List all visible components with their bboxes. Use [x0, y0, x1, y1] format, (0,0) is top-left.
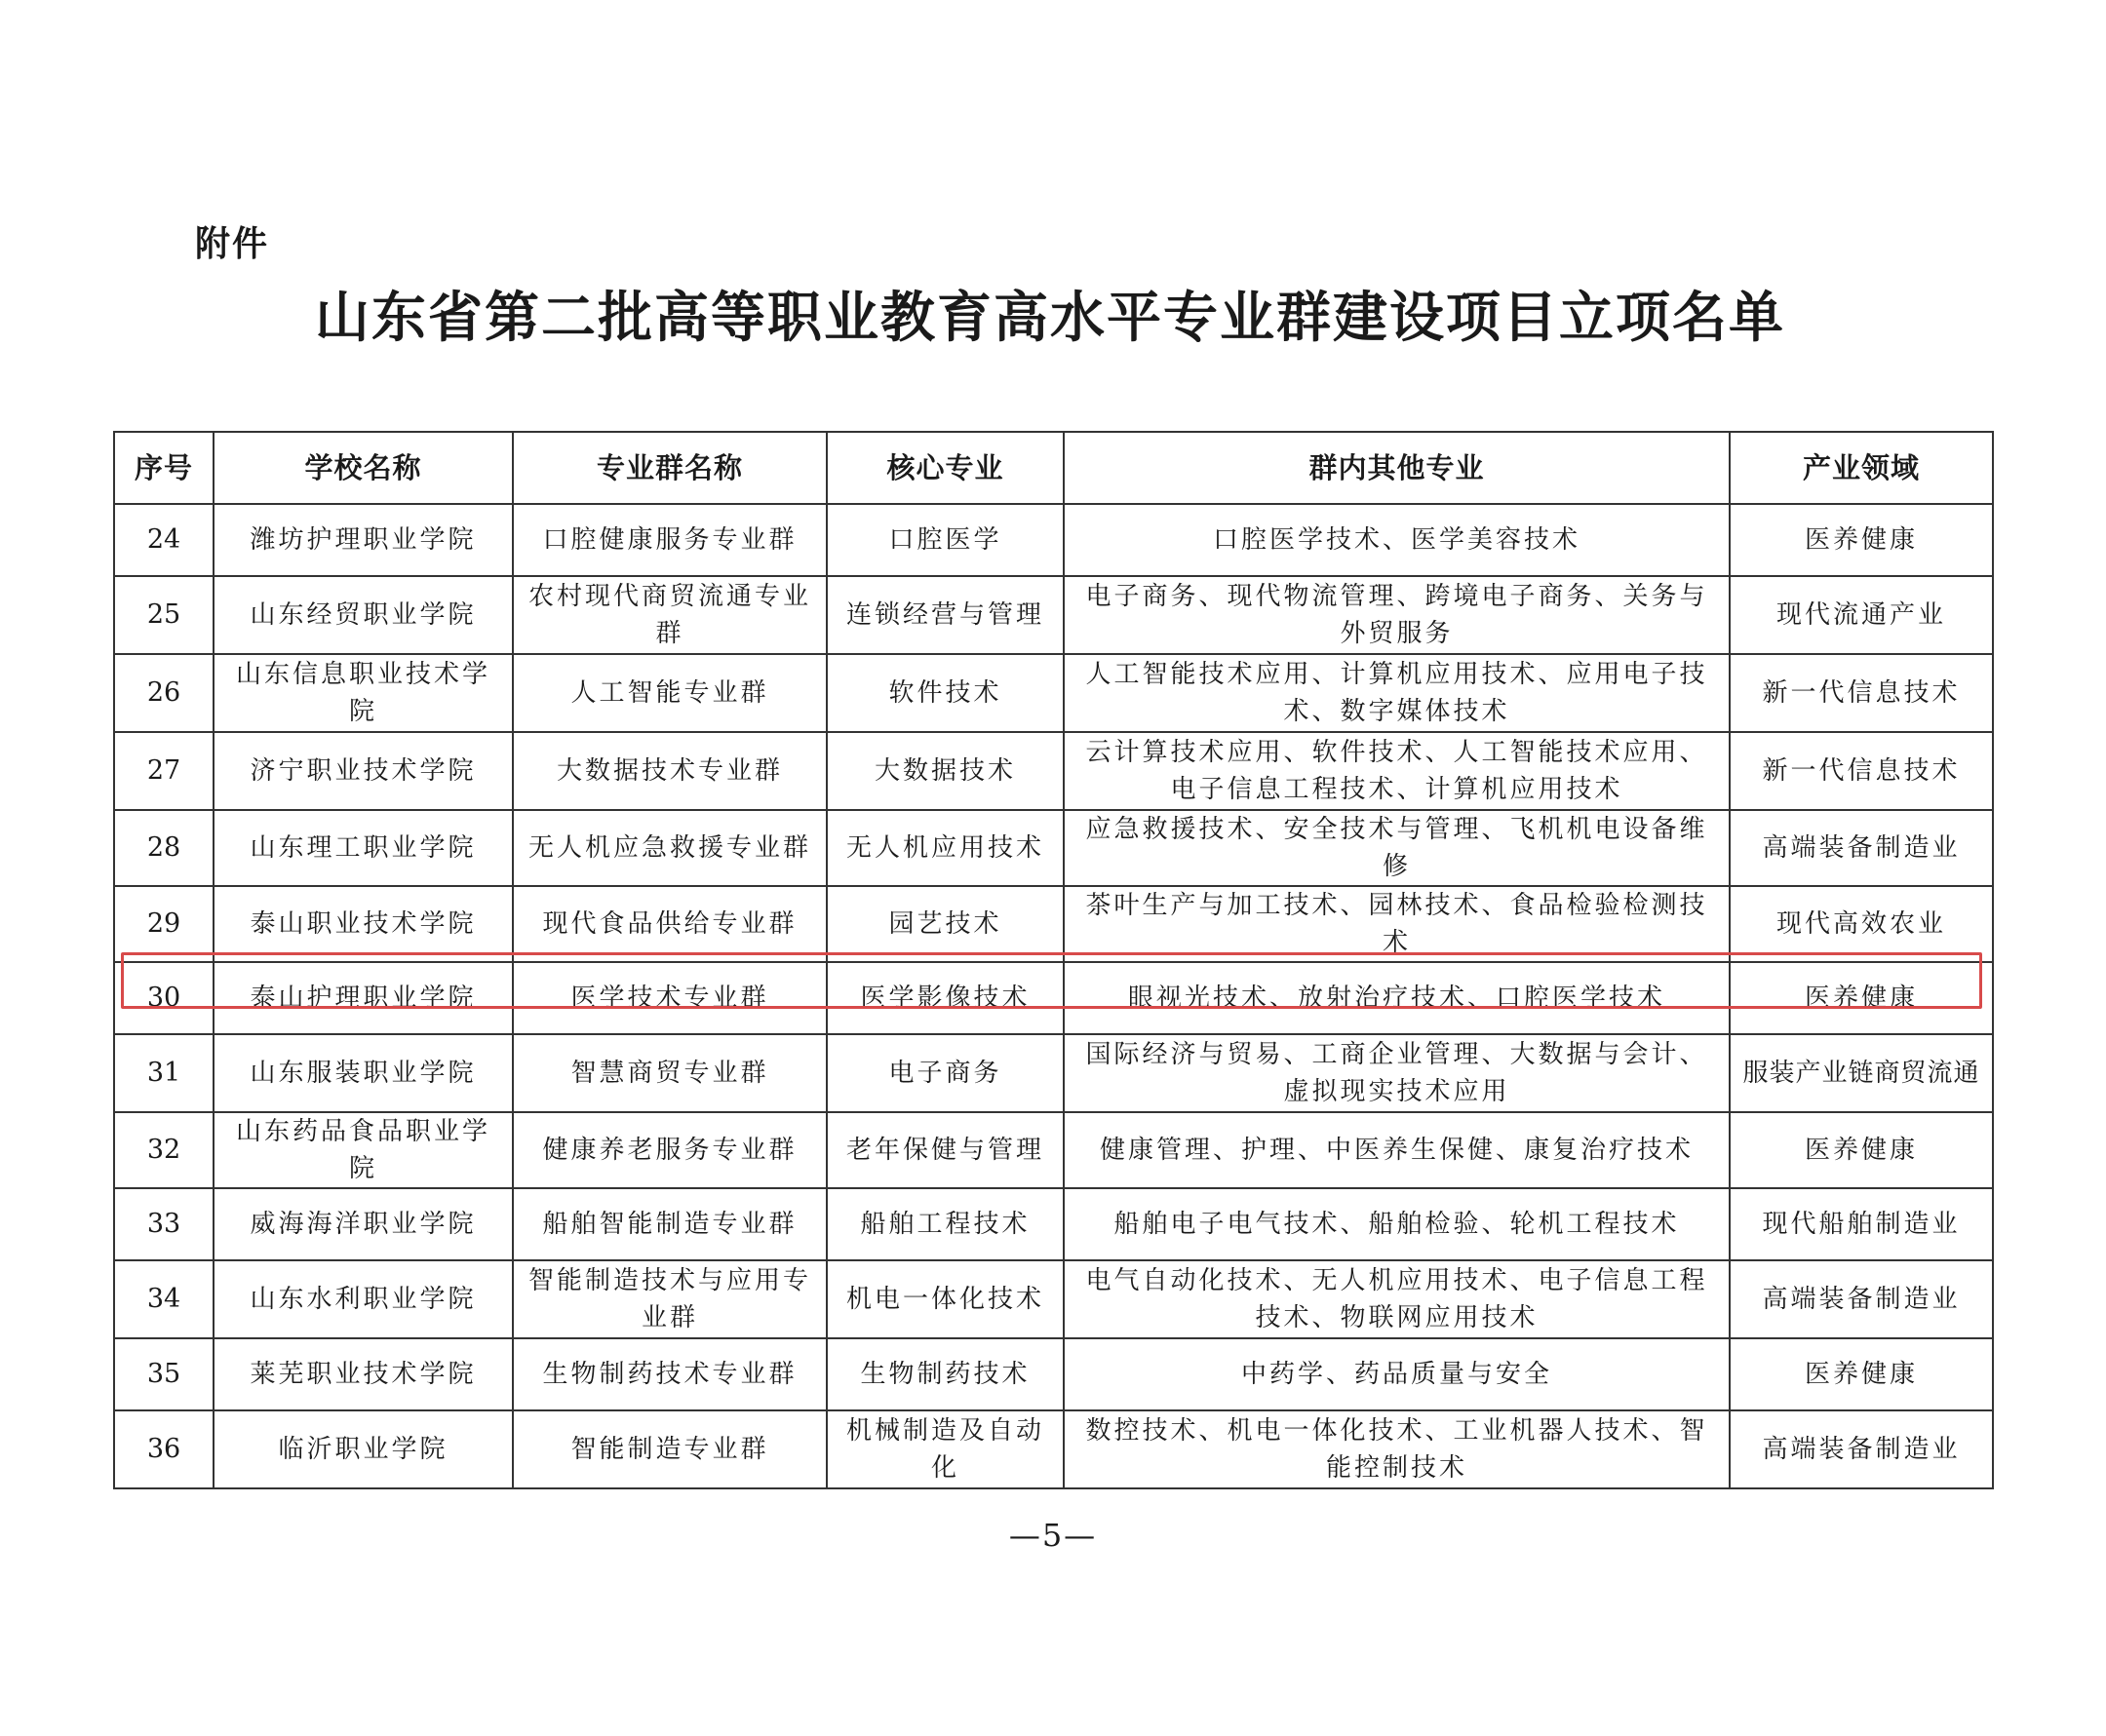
table-row-highlighted — [114, 962, 1993, 1034]
cell-group: 智能制造技术与应用专业群 — [513, 1260, 827, 1338]
cell-others: 电子商务、现代物流管理、跨境电子商务、关务与外贸服务 — [1064, 576, 1730, 654]
cell-group: 船舶智能制造专业群 — [513, 1188, 827, 1260]
table-row — [114, 504, 1993, 576]
column-header-core: 核心专业 — [827, 432, 1064, 504]
table-row — [114, 1338, 1993, 1410]
cell-no: 34 — [114, 1260, 214, 1338]
cell-school: 山东理工职业学院 — [214, 810, 513, 886]
cell-others: 电气自动化技术、无人机应用技术、电子信息工程技术、物联网应用技术 — [1064, 1260, 1730, 1338]
cell-others: 应急救援技术、安全技术与管理、飞机机电设备维修 — [1064, 810, 1730, 886]
cell-core: 软件技术 — [827, 654, 1064, 732]
cell-no: 25 — [114, 576, 214, 654]
cell-others: 健康管理、护理、中医养生保健、康复治疗技术 — [1064, 1112, 1730, 1188]
cell-no: 26 — [114, 654, 214, 732]
table-row — [114, 1188, 1993, 1260]
cell-field: 新一代信息技术 — [1730, 732, 1993, 810]
cell-core: 机械制造及自动化 — [827, 1410, 1064, 1488]
cell-core: 无人机应用技术 — [827, 810, 1064, 886]
cell-core: 大数据技术 — [827, 732, 1064, 810]
cell-school: 潍坊护理职业学院 — [214, 504, 513, 576]
cell-school: 山东药品食品职业学院 — [214, 1112, 513, 1188]
cell-group: 无人机应急救援专业群 — [513, 810, 827, 886]
cell-core: 船舶工程技术 — [827, 1188, 1064, 1260]
table-row — [114, 886, 1993, 962]
cell-others: 云计算技术应用、软件技术、人工智能技术应用、电子信息工程技术、计算机应用技术 — [1064, 732, 1730, 810]
cell-core: 机电一体化技术 — [827, 1260, 1064, 1338]
cell-group: 大数据技术专业群 — [513, 732, 827, 810]
cell-no: 35 — [114, 1338, 214, 1410]
cell-no: 33 — [114, 1188, 214, 1260]
cell-group: 农村现代商贸流通专业群 — [513, 576, 827, 654]
table-row — [114, 810, 1993, 886]
table-row — [114, 654, 1993, 732]
cell-no: 30 — [114, 962, 214, 1034]
cell-field: 医养健康 — [1730, 1338, 1993, 1410]
cell-others: 眼视光技术、放射治疗技术、口腔医学技术 — [1064, 962, 1730, 1034]
table-row — [114, 732, 1993, 810]
column-header-no: 序号 — [114, 432, 214, 504]
column-header-school: 学校名称 — [214, 432, 513, 504]
cell-school: 泰山职业技术学院 — [214, 886, 513, 962]
cell-school: 山东服装职业学院 — [214, 1034, 513, 1112]
cell-no: 27 — [114, 732, 214, 810]
column-header-field: 产业领域 — [1730, 432, 1993, 504]
cell-others: 船舶电子电气技术、船舶检验、轮机工程技术 — [1064, 1188, 1730, 1260]
cell-school: 济宁职业技术学院 — [214, 732, 513, 810]
cell-core: 生物制药技术 — [827, 1338, 1064, 1410]
cell-school: 临沂职业学院 — [214, 1410, 513, 1488]
cell-others: 国际经济与贸易、工商企业管理、大数据与会计、虚拟现实技术应用 — [1064, 1034, 1730, 1112]
project-list-table — [113, 431, 1994, 1489]
cell-core: 口腔医学 — [827, 504, 1064, 576]
cell-field: 高端装备制造业 — [1730, 1260, 1993, 1338]
cell-school: 莱芜职业技术学院 — [214, 1338, 513, 1410]
cell-group: 人工智能专业群 — [513, 654, 827, 732]
column-header-others: 群内其他专业 — [1064, 432, 1730, 504]
cell-no: 36 — [114, 1410, 214, 1488]
cell-school: 山东水利职业学院 — [214, 1260, 513, 1338]
cell-field: 医养健康 — [1730, 504, 1993, 576]
cell-no: 32 — [114, 1112, 214, 1188]
cell-field: 新一代信息技术 — [1730, 654, 1993, 732]
table-header-row — [114, 432, 1993, 504]
cell-no: 28 — [114, 810, 214, 886]
cell-group: 口腔健康服务专业群 — [513, 504, 827, 576]
cell-core: 医学影像技术 — [827, 962, 1064, 1034]
cell-group: 智慧商贸专业群 — [513, 1034, 827, 1112]
table-row — [114, 576, 1993, 654]
cell-school: 威海海洋职业学院 — [214, 1188, 513, 1260]
table-row — [114, 1410, 1993, 1488]
cell-field: 高端装备制造业 — [1730, 810, 1993, 886]
cell-field: 现代流通产业 — [1730, 576, 1993, 654]
cell-school: 山东信息职业技术学院 — [214, 654, 513, 732]
cell-field: 现代高效农业 — [1730, 886, 1993, 962]
cell-group: 智能制造专业群 — [513, 1410, 827, 1488]
cell-field: 高端装备制造业 — [1730, 1410, 1993, 1488]
table-row — [114, 1034, 1993, 1112]
cell-others: 人工智能技术应用、计算机应用技术、应用电子技术、数字媒体技术 — [1064, 654, 1730, 732]
cell-group: 生物制药技术专业群 — [513, 1338, 827, 1410]
column-header-group: 专业群名称 — [513, 432, 827, 504]
cell-field: 医养健康 — [1730, 962, 1993, 1034]
table-row — [114, 1260, 1993, 1338]
cell-field: 服装产业链商贸流通 — [1730, 1034, 1993, 1112]
cell-no: 24 — [114, 504, 214, 576]
document-title — [0, 275, 2106, 353]
cell-group: 医学技术专业群 — [513, 962, 827, 1034]
cell-core: 老年保健与管理 — [827, 1112, 1064, 1188]
cell-core: 连锁经营与管理 — [827, 576, 1064, 654]
cell-school: 山东经贸职业学院 — [214, 576, 513, 654]
cell-others: 中药学、药品质量与安全 — [1064, 1338, 1730, 1410]
cell-no: 31 — [114, 1034, 214, 1112]
cell-group: 健康养老服务专业群 — [513, 1112, 827, 1188]
cell-school: 泰山护理职业学院 — [214, 962, 513, 1034]
cell-others: 茶叶生产与加工技术、园林技术、食品检验检测技术 — [1064, 886, 1730, 962]
cell-others: 口腔医学技术、医学美容技术 — [1064, 504, 1730, 576]
cell-group: 现代食品供给专业群 — [513, 886, 827, 962]
cell-core: 电子商务 — [827, 1034, 1064, 1112]
table-row — [114, 1112, 1993, 1188]
document-title-text: 山东省第二批高等职业教育高水平专业群建设项目立项名单 — [315, 287, 1785, 350]
cell-others: 数控技术、机电一体化技术、工业机器人技术、智能控制技术 — [1064, 1410, 1730, 1488]
cell-no: 29 — [114, 886, 214, 962]
cell-field: 现代船舶制造业 — [1730, 1188, 1993, 1260]
cell-field: 医养健康 — [1730, 1112, 1993, 1188]
cell-core: 园艺技术 — [827, 886, 1064, 962]
page-number: —5— — [1008, 1517, 1098, 1554]
attachment-label: 附件 — [195, 224, 270, 264]
